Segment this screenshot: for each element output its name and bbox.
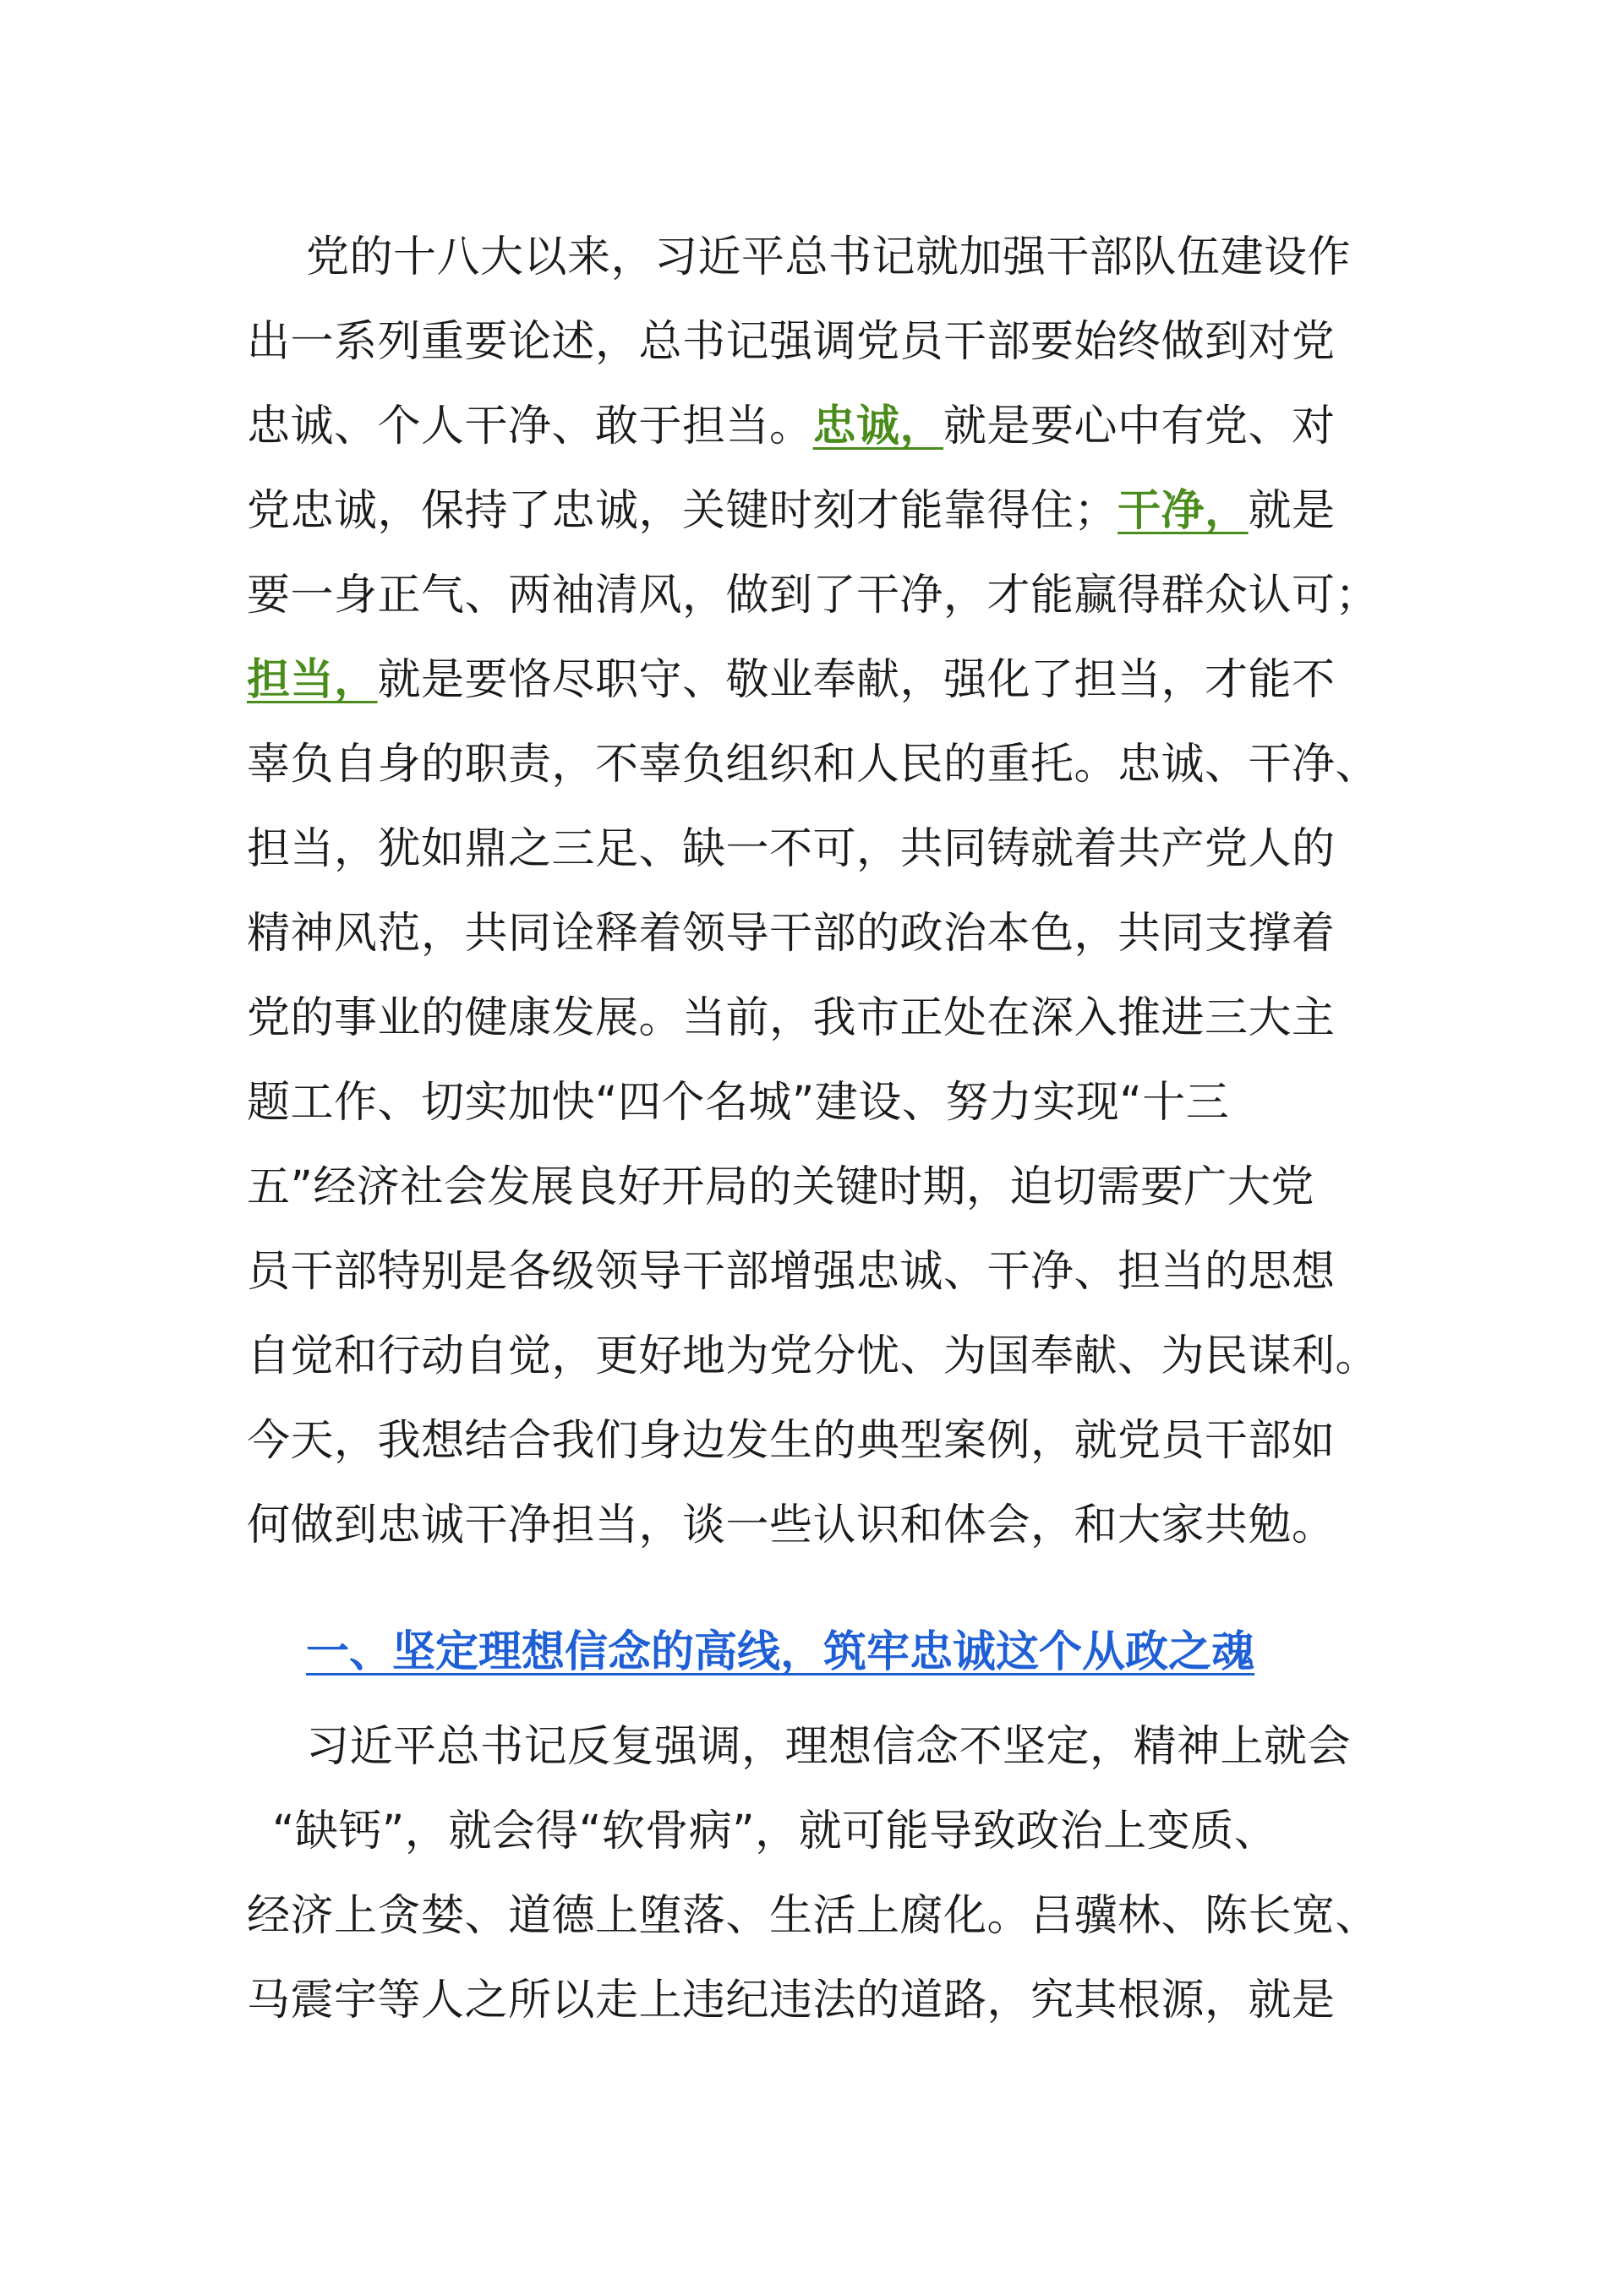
text-segment: 党忠诚，保持了忠诚，关键时刻才能靠得住；	[247, 486, 1118, 536]
paragraph-1-line-8: 担当，犹如鼎之三足、缺一不可，共同铸就着共产党人的	[247, 824, 1336, 874]
paragraph-1-line-11: 题工作、切实加快“四个名城”建设、努力实现“十三	[247, 1078, 1230, 1128]
keyword-clean: 干净，	[1118, 486, 1249, 536]
paragraph-2-line-3: 经济上贪婪、道德上堕落、生活上腐化。吕骥林、陈长宽、	[247, 1891, 1380, 1941]
paragraph-1-line-1: 党的十八大以来，习近平总书记就加强干部队伍建设作	[306, 232, 1352, 282]
paragraph-1-line-9: 精神风范，共同诠释着领导干部的政治本色，共同支撑着	[247, 909, 1336, 959]
paragraph-1-line-10: 党的事业的健康发展。当前，我市正处在深入推进三大主	[247, 993, 1336, 1043]
paragraph-1-line-3	[247, 397, 1336, 456]
paragraph-1-line-5: 要一身正气、两袖清风，做到了干净，才能赢得群众认可；	[247, 571, 1380, 620]
paragraph-1-line-12: 五”经济社会发展良好开局的关键时期，迫切需要广大党	[247, 1162, 1314, 1212]
paragraph-1-line-6	[247, 651, 1336, 710]
paragraph-1-line-15: 今天，我想结合我们身边发生的典型案例，就党员干部如	[247, 1416, 1336, 1466]
paragraph-1-line-13: 员干部特别是各级领导干部增强忠诚、干净、担当的思想	[247, 1247, 1336, 1297]
text-segment: 忠诚、个人干净、敢于担当。	[247, 402, 813, 451]
paragraph-2-line-4: 马震宇等人之所以走上违纪违法的道路，究其根源，就是	[247, 1976, 1336, 2025]
paragraph-1-line-4	[247, 482, 1336, 541]
text-segment: 就是要心中有党、对	[943, 402, 1336, 451]
keyword-responsibility: 担当，	[247, 655, 378, 705]
text-segment: 就是要恪尽职守、敬业奉献，强化了担当，才能不	[377, 655, 1336, 705]
paragraph-1-line-16: 何做到忠诚干净担当，谈一些认识和体会，和大家共勉。	[247, 1501, 1336, 1550]
paragraph-2-line-2: “缺钙”，就会得“软骨病”，就可能导致政治上变质、	[272, 1807, 1278, 1856]
paragraph-1-line-2: 出一系列重要论述，总书记强调党员干部要始终做到对党	[247, 317, 1336, 367]
paragraph-2-line-1: 习近平总书记反复强调，理想信念不坚定，精神上就会	[306, 1722, 1352, 1772]
keyword-loyalty: 忠诚，	[812, 402, 944, 451]
paragraph-1-line-14: 自觉和行动自觉，更好地为党分忧、为国奉献、为民谋利。	[247, 1331, 1380, 1381]
paragraph-1-line-7: 辜负自身的职责，不辜负组织和人民的重托。忠诚、干净、	[247, 740, 1380, 790]
text-segment: 就是	[1248, 486, 1336, 536]
section-heading-1: 一、坚定理想信念的高线，筑牢忠诚这个从政之魂	[306, 1627, 1255, 1677]
